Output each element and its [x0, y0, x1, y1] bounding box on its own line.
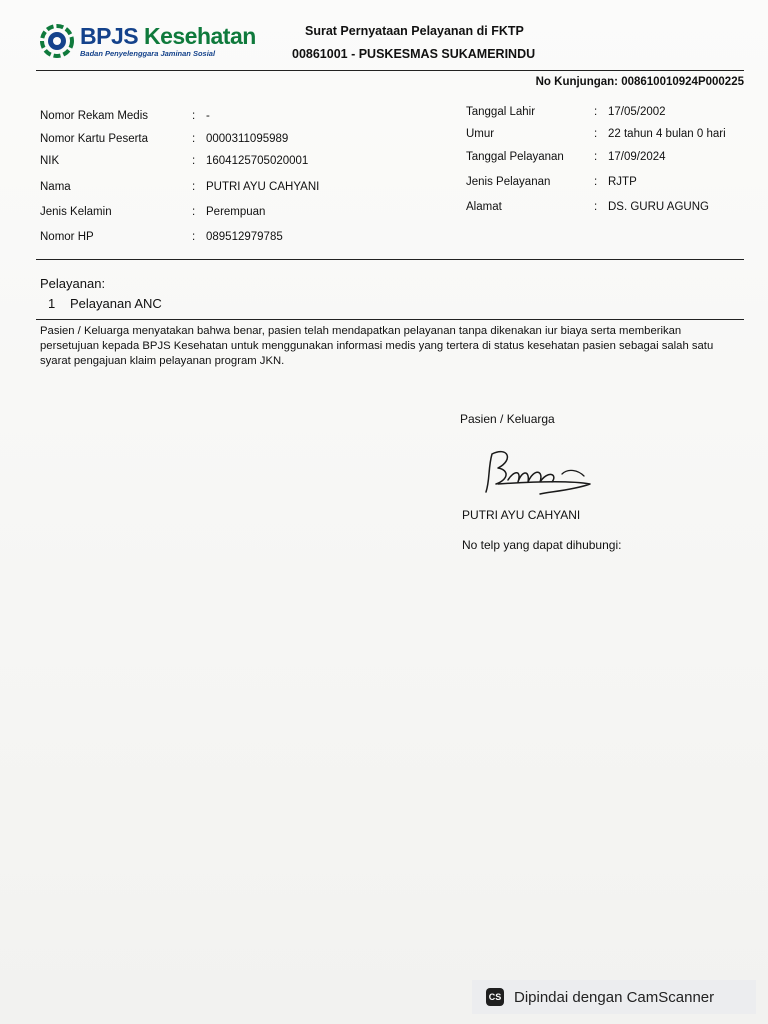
camscanner-icon: CS [486, 988, 504, 1006]
info-value: 089512979785 [206, 231, 283, 243]
logo-brand-bpjs: BPJS [80, 23, 139, 49]
info-value: 17/09/2024 [608, 151, 666, 163]
info-divider [36, 259, 744, 260]
info-colon: : [192, 231, 196, 243]
info-label: Umur [466, 128, 495, 140]
info-row-service-type [466, 176, 637, 188]
info-colon: : [192, 181, 196, 193]
logo-subtitle: Badan Penyelenggara Jaminan Sosial [80, 49, 216, 58]
info-colon: : [594, 106, 598, 118]
info-colon: : [594, 128, 598, 140]
info-row-name [40, 181, 319, 193]
info-label: Nomor Kartu Peserta [40, 133, 149, 145]
info-colon: : [594, 176, 598, 188]
info-colon: : [594, 201, 598, 213]
logo-brand [80, 24, 256, 48]
services-title: Pelayanan: [40, 276, 106, 291]
handwritten-signature [478, 440, 598, 502]
info-label: Nama [40, 181, 71, 193]
visit-number: No Kunjungan: 008610010924P000225 [535, 76, 744, 88]
info-row-address [466, 201, 709, 213]
info-colon: : [594, 151, 598, 163]
services-divider [36, 319, 744, 320]
info-value: DS. GURU AGUNG [608, 201, 709, 213]
info-row-nik [40, 155, 308, 167]
info-row-phone [40, 231, 283, 243]
info-value: 17/05/2002 [608, 106, 666, 118]
info-colon: : [192, 206, 196, 218]
service-label: Pelayanan ANC [70, 296, 162, 311]
facility-name: 00861001 - PUSKESMAS SUKAMERINDU [292, 47, 536, 61]
info-label: Jenis Kelamin [40, 206, 112, 218]
service-item [48, 296, 162, 311]
info-row-gender [40, 206, 265, 218]
signature-role: Pasien / Keluarga [460, 412, 555, 426]
camscanner-text: Dipindai dengan CamScanner [514, 988, 715, 1006]
info-value: 22 tahun 4 bulan 0 hari [608, 128, 726, 140]
info-value: PUTRI AYU CAHYANI [206, 181, 320, 193]
info-value: Perempuan [206, 206, 266, 218]
info-row-birth-date [466, 106, 666, 118]
info-row-card-number [40, 133, 288, 145]
info-label: Nomor HP [40, 231, 94, 243]
document-title: Surat Pernyataan Pelayanan di FKTP [305, 24, 524, 38]
info-row-medical-record [40, 110, 210, 122]
header-divider [36, 70, 744, 71]
info-colon: : [192, 133, 196, 145]
info-value: 1604125705020001 [206, 155, 309, 167]
info-label: Tanggal Pelayanan [466, 151, 564, 163]
info-label: NIK [40, 155, 60, 167]
consent-statement: Pasien / Keluarga menyatakan bahwa benar, pasien telah mendapatkan pelayanan tanpa dikenakan iur biaya serta memberikan persetujuan kepada BPJS Kesehatan untuk menggunakan informasi medis yang tertera di status kesehatan pasien sebagai salah satu syarat pengajuan klaim pelayanan program JKN. [40, 325, 714, 367]
info-label: Tanggal Lahir [466, 106, 536, 118]
info-label: Jenis Pelayanan [466, 176, 551, 188]
logo-brand-kesehatan: Kesehatan [138, 23, 256, 49]
info-value: 0000311095989 [206, 133, 289, 145]
bpjs-emblem-icon [40, 24, 74, 58]
info-colon: : [192, 155, 196, 167]
contact-phone-label: No telp yang dapat dihubungi: [462, 538, 622, 552]
info-row-age [466, 128, 726, 140]
camscanner-watermark [472, 980, 756, 1014]
info-label: Nomor Rekam Medis [40, 110, 148, 122]
info-value: RJTP [608, 176, 637, 188]
bpjs-logo [40, 24, 256, 58]
info-value: - [206, 110, 210, 122]
info-row-service-date [466, 151, 666, 163]
signatory-name: PUTRI AYU CAHYANI [462, 508, 581, 522]
info-label: Alamat [466, 201, 502, 213]
service-number: 1 [48, 296, 56, 311]
info-colon: : [192, 110, 196, 122]
